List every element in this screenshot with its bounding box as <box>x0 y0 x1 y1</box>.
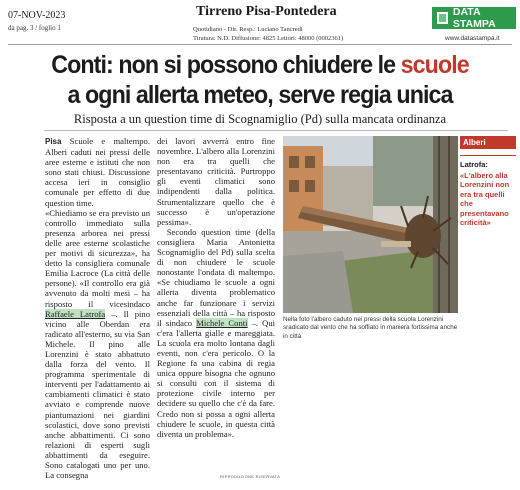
highlight-latrofa: Raffaele Latrofa <box>45 308 106 319</box>
quote-box-section: Alberi <box>460 136 516 149</box>
logo-text: DATA STAMPA <box>452 6 496 30</box>
quote-box-divider <box>460 155 516 156</box>
col2-paragraph-2a: Secondo question time (della consigliera Maria Antonietta Scognamiglio del Pd) sulla scelta di non chiudere le scuole nonostante l'ondata di maltempo. «Se chiudiamo le scuole a ogni allerta diventa problematico anche far funzionare i servizi essenziali della città – ha risposto il sindaco <box>157 226 276 328</box>
col2-paragraph-1: dei lavori avverrà entro fine novembre. L'albero alla Lorenzini non era tra quelli che presentavano criticità. Purtroppo gli eventi climatici sono indipendenti dalla politica. Strumentalizzare quello che è successo è un'operazione pessima». <box>157 136 275 227</box>
col1-paragraph-2: «Chiediamo se era previsto un controllo immediato sulla presenza arborea nei pressi delle aree esterne scolastiche per motivi di sicurezza», ha detto la consigliera comunale Emilia Lacroce (La città delle persone). «Il controllo era già avvenuto da molti mesi – ha risposto il vicesindaco <box>45 207 150 309</box>
col1-paragraph-3: –. Il pino vicino alle Oberdan era radicato all'esterno, su via San Michele. Il pino alle Lorenzini è stato abbattuto dalla forza del vento. Il programma sperimentale di interventi per l'adattamento ai cambiamenti climatici è stato avviato e comprende nuove piantumazioni nei giardini scolastici, dove sono previsti anche abbattimenti. Ci sono relazioni di esperti sugli abbattimenti da eseguire. Sono catalogati uno per uno. La consegna <box>45 308 150 481</box>
website-url[interactable]: www.datastampa.it <box>445 35 500 42</box>
article-title-line-1 <box>18 52 502 79</box>
page-info: da pag. 3 / foglio 1 <box>8 24 61 32</box>
quote-box-name: Latrofa: <box>460 160 488 169</box>
title-prefix: Conti: non si possono chiudere le <box>51 51 401 79</box>
quote-box-quote: «L'albero alla Lorenzini non era tra quelli che presentavano criticità» <box>460 171 510 228</box>
header-divider <box>8 44 512 45</box>
article-column-2 <box>157 136 275 439</box>
fallen-tree-photo <box>283 136 458 313</box>
publication-name: Tirreno Pisa-Pontedera <box>196 4 337 19</box>
col1-paragraph-1: Scuole e maltempo. Alberi caduti nei pressi delle aree esterne e istituti che non sono stati chiusi. Discussione accesa ieri in consiglio comunale per effetto di due question time. <box>45 136 150 208</box>
article-subtitle: Risposta a un question time di Scognamiglio (Pd) sulla mancata ordinanza <box>73 112 447 126</box>
col2-paragraph-2b: –. Qui c'era l'allerta gialle e mareggiata. La scuola era molto lontana dagli eventi, non c'era pericolo. O la Regione fa una cabina di regia unica oppure bisogna che ognuno si consulti con il sistema di protezione civile interno per decidere su quello che c'è da fare. Credo non si possa a ogni allerta chiudere le scuole, in questa città diventa un problema». <box>157 317 276 439</box>
copyright-footer: RIPRODUZIONE RISERVATA <box>220 474 281 479</box>
datastampa-logo[interactable] <box>432 7 516 29</box>
article-title-line-2: a ogni allerta meteo, serve regia unica <box>67 81 453 109</box>
publication-meta-2: Tiratura: N.D. Diffusione: 4825 Lettori: 48000 (0002361) <box>193 35 344 42</box>
logo-square-icon <box>437 12 448 24</box>
date-header: 07-NOV-2023 <box>8 10 66 21</box>
dateline: Pisa <box>45 137 62 146</box>
article-photo <box>283 136 458 313</box>
publication-meta-1: Quotidiano - Dir. Resp.: Luciano Tancredi <box>193 26 303 33</box>
article-column-1 <box>45 136 150 480</box>
title-red-word: scuole <box>400 51 469 79</box>
sidebar-quote-box <box>460 136 516 266</box>
photo-caption: Nella foto l'albero caduto nei pressi della scuola Lorenzini sradicato dal vento che ha soffiato in maniera fortissima anche in città <box>283 316 458 340</box>
highlight-conti: Michele Conti <box>196 317 248 328</box>
subtitle-divider <box>44 130 508 131</box>
